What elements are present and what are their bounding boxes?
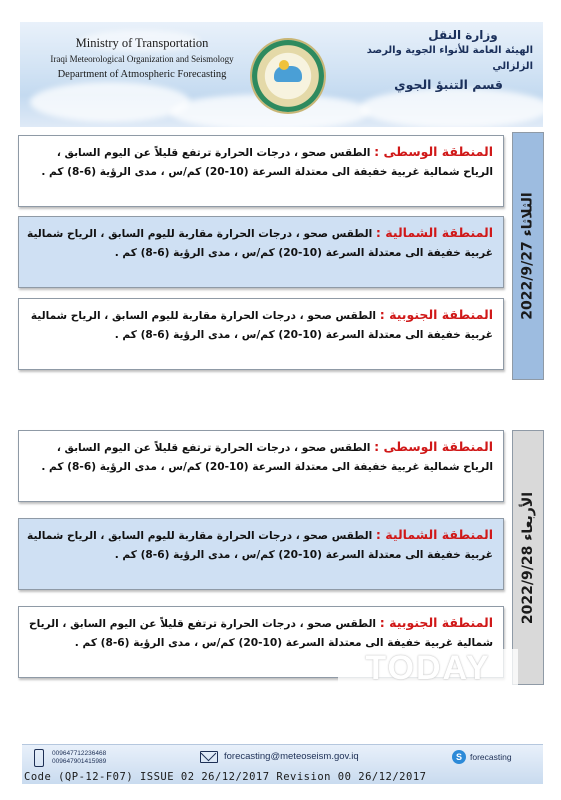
region-forecast: الطقس صحو ، درجات الحرارة ترتفع قليلاً عن اليوم السابق ، الرياح شمالية غربية خفيفة الى معتدلة السرعة (10-20) كم/س ، مدى الرؤية (6-8) كم . [41, 442, 493, 473]
arabic-department: قسم التنبؤ الجوي [394, 77, 503, 92]
region-name: المنطقة الجنوبية : [379, 307, 493, 322]
region-box-north [18, 216, 504, 288]
day-section-2 [18, 430, 544, 685]
phone-numbers [52, 750, 106, 766]
region-box-north [18, 518, 504, 590]
region-name: المنطقة الوسطى : [374, 439, 493, 454]
skype-handle: forecasting [470, 752, 512, 762]
region-box-central [18, 135, 504, 207]
region-box-south [18, 298, 504, 370]
phone-icon [34, 749, 44, 767]
region-forecast: الطقس صحو ، درجات الحرارة مقاربة لليوم السابق ، الرياح شمالية غربية خفيفة الى معتدلة السرعة (10-20) كم/س ، مدى الرؤية (6-8) كم . [30, 310, 493, 341]
email-address[interactable]: forecasting@meteoseism.gov.iq [224, 751, 359, 762]
english-ministry: Ministry of Transportation [75, 36, 209, 50]
arabic-ministry: وزارة النقل [428, 28, 498, 42]
day-label: الثلاثاء 2022/9/27 [520, 192, 536, 320]
region-forecast: الطقس صحو ، درجات الحرارة مقاربة لليوم السابق ، الرياح شمالية غربية خفيفة الى معتدلة السرعة (10-20) كم/س ، مدى الرؤية (6-8) كم . [27, 530, 493, 561]
footer-bar [22, 744, 543, 784]
region-name: المنطقة الجنوبية : [379, 615, 493, 630]
region-forecast: الطقس صحو ، درجات الحرارة مقاربة لليوم السابق ، الرياح شمالية غربية خفيفة الى معتدلة السرعة (10-20) كم/س ، مدى الرؤية (6-8) كم . [27, 228, 493, 259]
region-name: المنطقة الشمالية : [375, 527, 493, 542]
english-department: Department of Atmospheric Forecasting [57, 69, 227, 80]
watermark-text: TODAY [365, 648, 491, 687]
arabic-organization: الهيئة العامة للأنواء الجوية والرصد الزلزالي [366, 45, 533, 72]
arabic-title-block [333, 28, 533, 95]
skype-icon: S [452, 750, 466, 764]
today-watermark [338, 649, 518, 687]
cloud-decoration [30, 82, 190, 122]
mail-icon [200, 751, 218, 763]
region-name: المنطقة الشمالية : [375, 225, 493, 240]
phone-number-2: 009647901415989 [52, 758, 107, 765]
region-name: المنطقة الوسطى : [374, 144, 493, 159]
day-section-1 [18, 132, 544, 380]
day-label: الأربعاء 2022/9/28 [520, 491, 536, 624]
phone-number-1: 009647712236468 [52, 750, 107, 757]
organization-logo-icon [252, 40, 324, 112]
english-title-block [42, 36, 242, 82]
header-banner [20, 22, 543, 127]
document-code-line: Code (QP-12-F07) ISSUE 02 26/12/2017 Revision 00 26/12/2017 [24, 771, 427, 783]
day-label-bar [512, 430, 544, 685]
region-box-central [18, 430, 504, 502]
region-forecast: الطقس صحو ، درجات الحرارة ترتفع قليلاً عن اليوم السابق ، الرياح شمالية غربية خفيفة الى معتدلة السرعة (10-20) كم/س ، مدى الرؤية (6-8) كم . [28, 618, 493, 649]
day-label-bar [512, 132, 544, 380]
english-organization: Iraqi Meteorological Organization and Seismology [50, 54, 234, 64]
region-forecast: الطقس صحو ، درجات الحرارة ترتفع قليلاً عن اليوم السابق ، الرياح شمالية غربية خفيفة الى معتدلة السرعة (10-20) كم/س ، مدى الرؤية (6-8) كم . [41, 147, 493, 178]
